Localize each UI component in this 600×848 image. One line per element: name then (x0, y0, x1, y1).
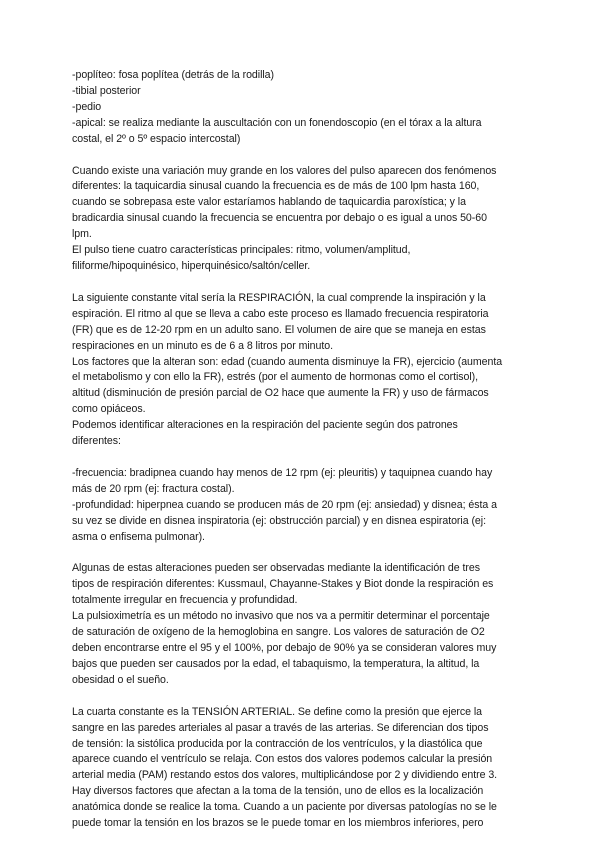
text-line: Podemos identificar alteraciones en la respiración del paciente según dos patrones (72, 419, 458, 432)
text-line: de saturación de oxígeno de la hemoglobina en sangre. Los valores de saturación de O2 (72, 626, 485, 639)
text-line: Los factores que la alteran son: edad (cuando aumenta disminuye la FR), ejercicio (aumenta (72, 355, 503, 368)
text-line: -frecuencia: bradipnea cuando hay menos de 12 rpm (ej: pleuritis) y taquipnea cuando hay (72, 466, 493, 479)
text-line: Algunas de estas alteraciones pueden ser observadas mediante la identificación de tres (72, 562, 480, 575)
text-line: respiraciones en un minuto es de 6 a 8 litros por minuto. (72, 339, 333, 352)
text-line: de tensión: la sistólica producida por la contracción de los ventrículos, y la diastólica que (72, 737, 483, 750)
paragraph-respiration (72, 291, 530, 450)
text-line: obesidad o el sueño. (72, 673, 169, 686)
text-line: más de 20 rpm (ej: fractura costal). (72, 482, 235, 495)
text-line: el metabolismo y con ello la FR), estrés (por el aumento de hormonas como el cortisol), (72, 371, 479, 384)
text-line: sangre en las paredes arteriales al pasar a través de las arterias. Se diferencian dos tipos (72, 721, 489, 734)
text-line: -pedio (72, 100, 102, 113)
text-line: puede tomar la tensión en los brazos se le puede tomar en los miembros inferiores, pero (72, 817, 484, 830)
paragraph-pulse-oximetry (72, 561, 530, 688)
text-line: La cuarta constante es la TENSIÓN ARTERIAL. Se define como la presión que ejerce la (72, 705, 483, 718)
text-line: altitud (disminución de presión parcial de O2 hace que aumente la FR) y uso de fármacos (72, 387, 489, 400)
text-line: lpm. (72, 228, 92, 241)
text-line: su vez se divide en disnea inspiratoria (ej: obstrucción parcial) y en disnea espiratoria (ej: (72, 514, 486, 527)
text-line: deben encontrarse entre el 95 y el 100%, por debajo de 90% ya se consideran valores muy (72, 642, 497, 654)
text-line: tipos de respiración diferentes: Kussmaul, Chayanne-Stakes y Biot donde la respiración es (72, 578, 494, 591)
text-line: aparece cuando el ventrículo se relaja. Con estos dos valores podemos calcular la presión (72, 753, 493, 766)
text-line: diferentes: (72, 435, 121, 448)
paragraph-pulse-sites (72, 68, 530, 148)
text-line: como opiáceos. (72, 403, 146, 416)
text-line: filiforme/hipoquinésico, hiperquinésico/saltón/celler. (72, 259, 311, 272)
paragraph-blood-pressure (72, 705, 530, 832)
text-line: anatómica donde se realice la toma. Cuando a un paciente por diversas patologías no se le (72, 801, 497, 814)
text-line: bajos que pueden ser causados por la edad, el tabaquismo, la temperatura, la altitud, la (72, 657, 480, 670)
paragraph-respiration-patterns (72, 466, 530, 546)
text-line: diferentes: la taquicardia sinusal cuando la frecuencia es de más de 100 lpm hasta 160, (72, 180, 480, 193)
text-line: Hay diversos factores que afectan a la toma de la tensión, uno de ellos es la localización (72, 785, 484, 798)
text-line: La pulsioximetría es un método no invasivo que nos va a permitir determinar el porcentaje (72, 610, 490, 623)
text-line: arterial media (PAM) restando estos dos valores, multiplicándose por 2 y dividiendo entre 3. (72, 769, 498, 782)
text-line: asma o enfisema pulmonar). (72, 530, 205, 543)
text-line: cuando se sobrepasa este valor estaríamos hablando de taquicardia paroxística; y la (72, 196, 466, 209)
text-line: (FR) que es de 12-20 rpm en un adulto sano. El volumen de aire que se maneja en estas (72, 323, 486, 336)
text-line: -apical: se realiza mediante la auscultación con un fonendoscopio (en el tórax a la altura (72, 116, 482, 129)
text-line: bradicardia sinusal cuando la frecuencia se encuentra por debajo o es igual a unos 50-60 (72, 212, 487, 225)
text-line: La siguiente constante vital sería la RESPIRACIÓN, la cual comprende la inspiración y la (72, 291, 486, 304)
text-line: espiración. El ritmo al que se lleva a cabo este proceso es llamado frecuencia respiratoria (72, 307, 489, 320)
text-line: -profundidad: hiperpnea cuando se producen más de 20 rpm (ej: ansiedad) y disnea; ésta a (72, 498, 497, 511)
text-line: totalmente irregular en frecuencia y profundidad. (72, 594, 298, 607)
paragraph-pulse-variation (72, 164, 530, 275)
text-line: -poplíteo: fosa poplítea (detrás de la rodilla) (72, 69, 274, 81)
text-line: -tibial posterior (72, 84, 141, 97)
text-line: costal, el 2º o 5º espacio intercostal) (72, 132, 241, 145)
text-line: El pulso tiene cuatro características principales: ritmo, volumen/amplitud, (72, 244, 411, 257)
text-line: Cuando existe una variación muy grande en los valores del pulso aparecen dos fenómenos (72, 164, 497, 177)
